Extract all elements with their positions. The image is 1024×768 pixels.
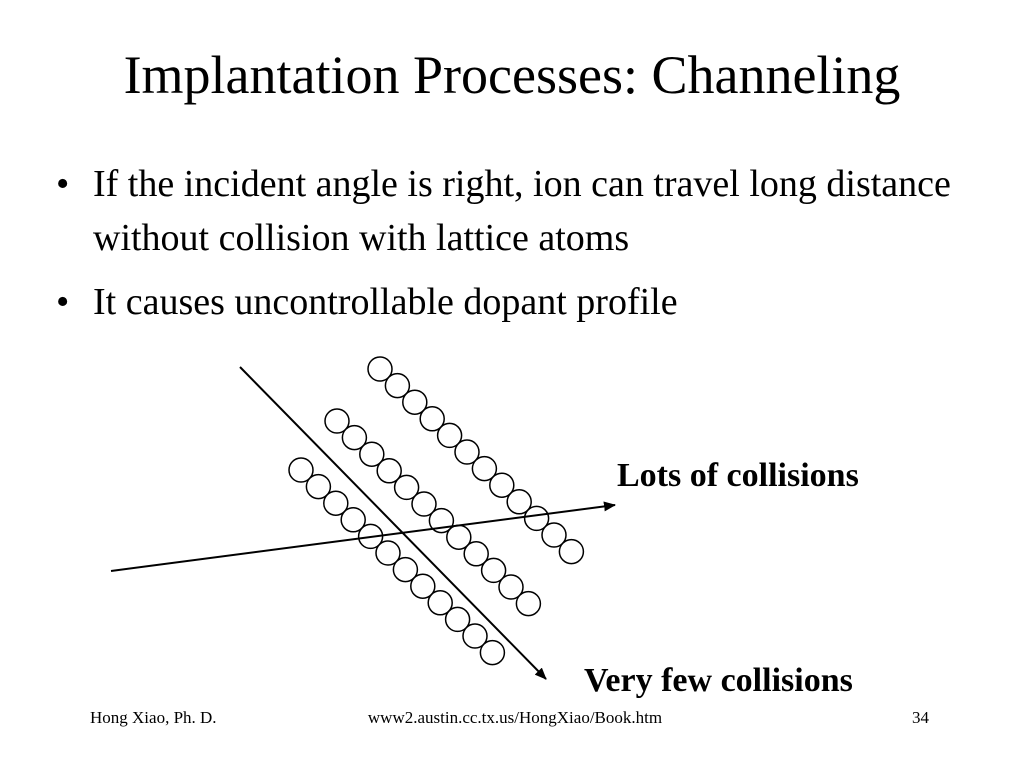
channeling-ion-path-arrow [240, 367, 546, 679]
lattice-atom [559, 540, 583, 564]
slide-title: Implantation Processes: Channeling [123, 45, 901, 105]
footer-author: Hong Xiao, Ph. D. [90, 708, 217, 727]
bullet-icon: • [56, 163, 70, 205]
bullet-icon: • [56, 281, 70, 323]
footer-url: www2.austin.cc.tx.us/HongXiao/Book.htm [367, 708, 663, 727]
lattice-atoms [289, 357, 583, 665]
very-few-collisions-label: Very few collisions [584, 662, 853, 699]
bullet-text: If the incident angle is right, ion can travel long distance without collision with lattice atoms [93, 163, 951, 259]
page-number: 34 [912, 708, 929, 727]
lots-of-collisions-label: Lots of collisions [617, 457, 859, 494]
lattice-atom [480, 641, 504, 665]
bullet-text: It causes uncontrollable dopant profile [93, 281, 678, 323]
lattice-atom [516, 592, 540, 616]
